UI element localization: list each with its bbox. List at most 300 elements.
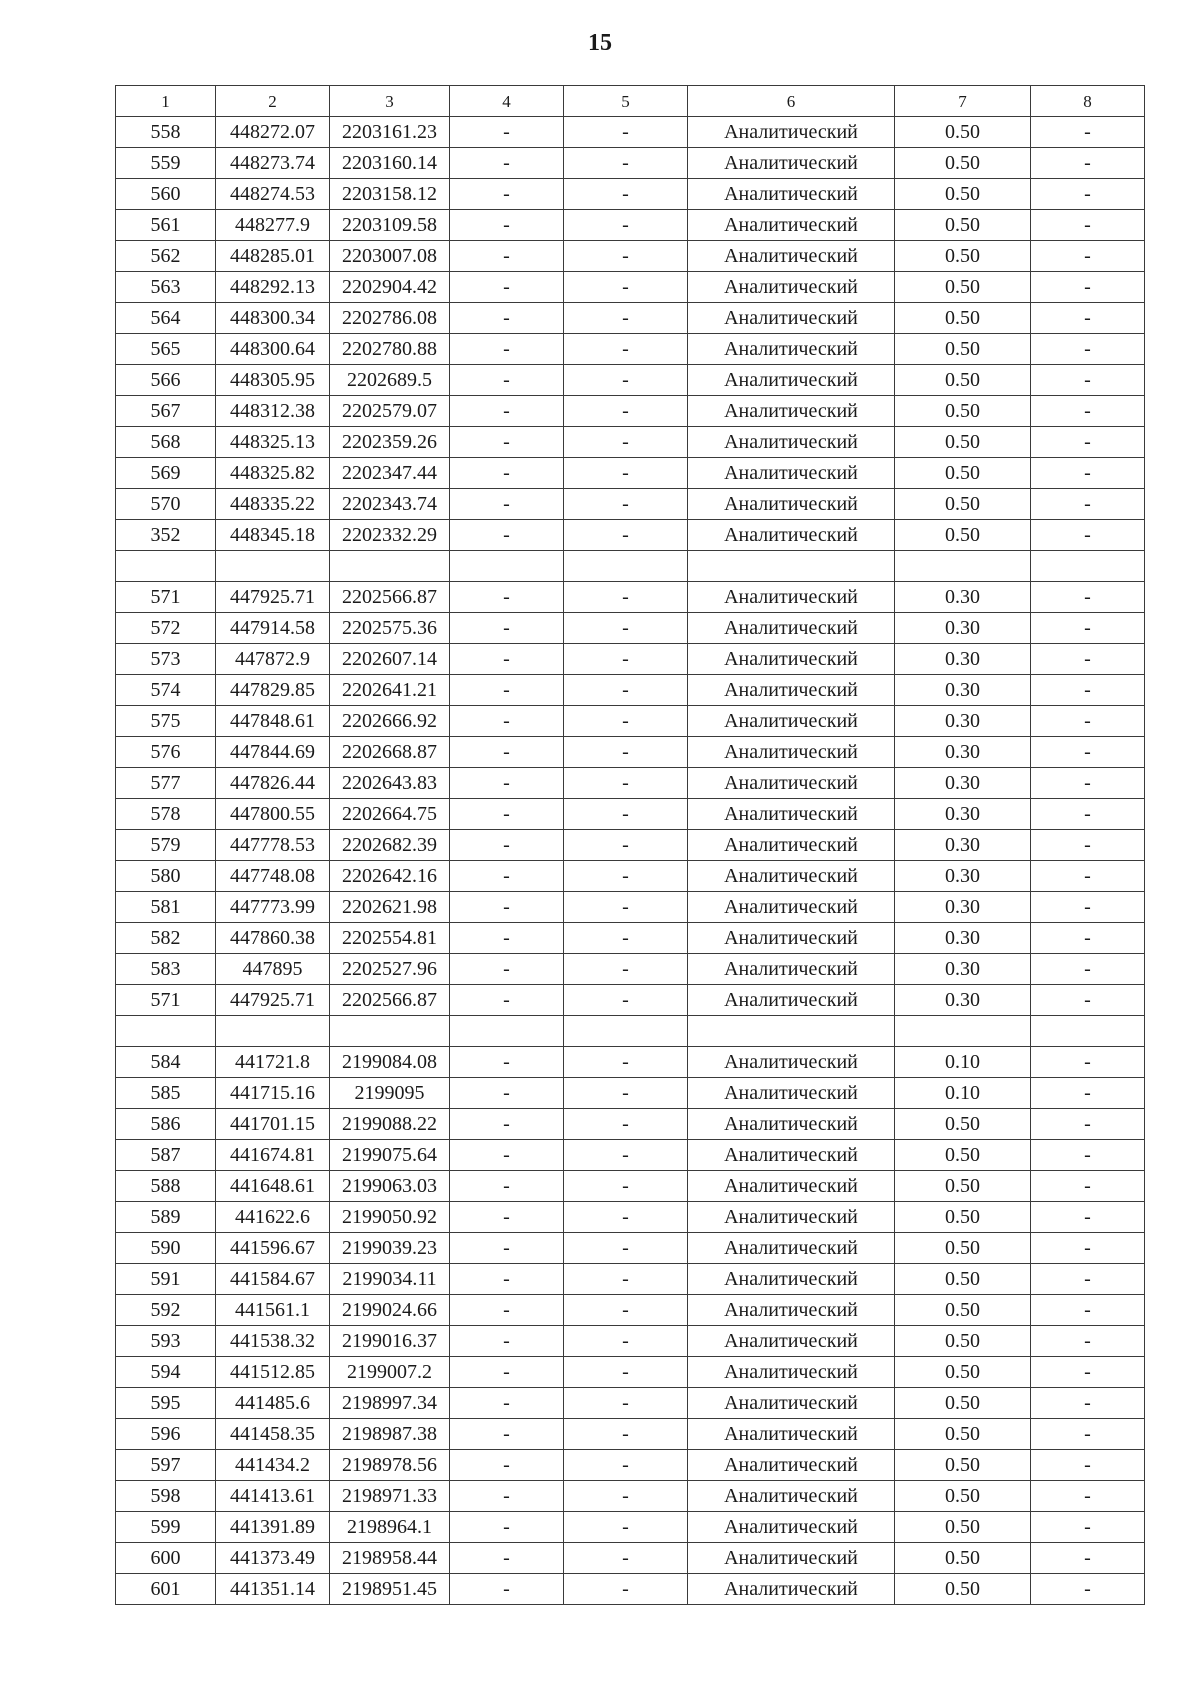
table-cell: 585 <box>116 1078 216 1109</box>
table-cell: - <box>564 365 688 396</box>
table-cell: 566 <box>116 365 216 396</box>
table-cell: - <box>1031 520 1145 551</box>
table-cell: 579 <box>116 830 216 861</box>
table-cell: - <box>564 396 688 427</box>
table-cell: 0.50 <box>895 179 1031 210</box>
table-cell: 574 <box>116 675 216 706</box>
table-row <box>116 1202 1145 1233</box>
page-number: 15 <box>588 30 612 56</box>
table-cell: 571 <box>116 985 216 1016</box>
table-cell: 2202332.29 <box>330 520 450 551</box>
column-header: 5 <box>564 86 688 117</box>
table-cell <box>330 1016 450 1047</box>
table-cell: Аналитический <box>688 644 895 675</box>
table-cell: - <box>1031 1388 1145 1419</box>
table-cell: 587 <box>116 1140 216 1171</box>
table-cell: 447778.53 <box>216 830 330 861</box>
table-cell: - <box>1031 892 1145 923</box>
table-cell: 0.50 <box>895 241 1031 272</box>
table-cell: 2199034.11 <box>330 1264 450 1295</box>
table-row <box>116 1450 1145 1481</box>
table-cell: 2202780.88 <box>330 334 450 365</box>
table-cell <box>688 1016 895 1047</box>
table-cell: - <box>450 768 564 799</box>
table-cell: 448292.13 <box>216 272 330 303</box>
table-cell: 2202643.83 <box>330 768 450 799</box>
table-cell: 448312.38 <box>216 396 330 427</box>
table-cell: - <box>1031 644 1145 675</box>
table-cell: - <box>450 1419 564 1450</box>
table-cell <box>216 551 330 582</box>
table-cell: - <box>450 1357 564 1388</box>
table-cell: Аналитический <box>688 1047 895 1078</box>
table-cell <box>1031 551 1145 582</box>
table-cell: - <box>450 613 564 644</box>
table-cell: - <box>564 334 688 365</box>
table-cell: 0.50 <box>895 210 1031 241</box>
table-cell: - <box>450 1109 564 1140</box>
table-cell: 0.50 <box>895 117 1031 148</box>
table-cell: 577 <box>116 768 216 799</box>
table-row <box>116 1357 1145 1388</box>
table-cell: 558 <box>116 117 216 148</box>
table-cell: - <box>1031 1109 1145 1140</box>
table-cell: 0.50 <box>895 1264 1031 1295</box>
table-row <box>116 954 1145 985</box>
table-cell: 2203161.23 <box>330 117 450 148</box>
table-cell: 0.30 <box>895 768 1031 799</box>
table-cell: 441391.89 <box>216 1512 330 1543</box>
table-cell: - <box>564 1078 688 1109</box>
table-cell: - <box>564 458 688 489</box>
table-cell: Аналитический <box>688 706 895 737</box>
table-cell: 0.50 <box>895 1574 1031 1605</box>
table-cell: - <box>564 1419 688 1450</box>
table-cell: 448273.74 <box>216 148 330 179</box>
table-cell: 447800.55 <box>216 799 330 830</box>
table-cell: - <box>564 861 688 892</box>
table-cell: 600 <box>116 1543 216 1574</box>
table-cell: - <box>450 1450 564 1481</box>
table-cell: 441413.61 <box>216 1481 330 1512</box>
table-cell: Аналитический <box>688 1171 895 1202</box>
table-cell: - <box>564 613 688 644</box>
table-cell: Аналитический <box>688 396 895 427</box>
table-cell: 564 <box>116 303 216 334</box>
table-cell: - <box>564 1450 688 1481</box>
table-cell: 595 <box>116 1388 216 1419</box>
column-header: 6 <box>688 86 895 117</box>
table-row <box>116 1047 1145 1078</box>
table-cell: - <box>564 1047 688 1078</box>
table-cell: - <box>450 861 564 892</box>
table-cell: 0.50 <box>895 334 1031 365</box>
table-cell: 447748.08 <box>216 861 330 892</box>
table-cell: - <box>564 1109 688 1140</box>
table-cell: 447914.58 <box>216 613 330 644</box>
table-cell: - <box>1031 799 1145 830</box>
table-cell: - <box>450 241 564 272</box>
table-cell: - <box>450 582 564 613</box>
table-cell: 2199050.92 <box>330 1202 450 1233</box>
table-cell: 0.30 <box>895 861 1031 892</box>
table-cell: 441538.32 <box>216 1326 330 1357</box>
table-cell: 2202343.74 <box>330 489 450 520</box>
table-cell: - <box>564 830 688 861</box>
table-cell: - <box>564 1574 688 1605</box>
table-cell: - <box>450 1171 564 1202</box>
table-cell: - <box>564 1140 688 1171</box>
table-cell: - <box>1031 179 1145 210</box>
table-row <box>116 303 1145 334</box>
table-cell: - <box>450 179 564 210</box>
table-cell: Аналитический <box>688 179 895 210</box>
table-cell: 0.50 <box>895 1419 1031 1450</box>
table-cell: - <box>1031 768 1145 799</box>
table-cell: 2202664.75 <box>330 799 450 830</box>
table-cell: - <box>564 427 688 458</box>
table-cell: 441458.35 <box>216 1419 330 1450</box>
table-cell: Аналитический <box>688 768 895 799</box>
table-cell: 0.30 <box>895 830 1031 861</box>
table-row <box>116 1326 1145 1357</box>
table-cell: - <box>450 706 564 737</box>
table-cell: 0.50 <box>895 272 1031 303</box>
table-cell: 591 <box>116 1264 216 1295</box>
table-cell: 2199088.22 <box>330 1109 450 1140</box>
table-cell: 447860.38 <box>216 923 330 954</box>
table-cell: Аналитический <box>688 1233 895 1264</box>
table-row <box>116 861 1145 892</box>
table-cell: - <box>1031 1078 1145 1109</box>
table-row <box>116 1078 1145 1109</box>
table-cell: Аналитический <box>688 272 895 303</box>
table-cell <box>564 551 688 582</box>
table-cell: 2199063.03 <box>330 1171 450 1202</box>
table-cell: - <box>450 1481 564 1512</box>
table-cell: Аналитический <box>688 458 895 489</box>
table-cell: - <box>450 675 564 706</box>
table-cell: 447925.71 <box>216 985 330 1016</box>
table-cell: - <box>450 303 564 334</box>
table-cell: 2198978.56 <box>330 1450 450 1481</box>
table-cell: - <box>1031 1047 1145 1078</box>
table-cell: 2203158.12 <box>330 179 450 210</box>
table-cell: Аналитический <box>688 861 895 892</box>
table-cell: 0.50 <box>895 1171 1031 1202</box>
table-row <box>116 1264 1145 1295</box>
table-cell: 576 <box>116 737 216 768</box>
table-cell: 0.50 <box>895 396 1031 427</box>
table-cell <box>116 1016 216 1047</box>
table-cell: - <box>1031 1481 1145 1512</box>
table-cell: 584 <box>116 1047 216 1078</box>
table-cell: 563 <box>116 272 216 303</box>
table-cell: 2202554.81 <box>330 923 450 954</box>
table-cell: 441622.6 <box>216 1202 330 1233</box>
table-cell: 2203160.14 <box>330 148 450 179</box>
table-row <box>116 706 1145 737</box>
table-cell: - <box>450 985 564 1016</box>
table-cell: - <box>564 272 688 303</box>
table-cell: 441351.14 <box>216 1574 330 1605</box>
table-cell: - <box>564 1326 688 1357</box>
table-cell: 0.50 <box>895 520 1031 551</box>
table-row <box>116 1481 1145 1512</box>
table-cell: - <box>450 1233 564 1264</box>
table-cell: - <box>450 1574 564 1605</box>
table-cell: 601 <box>116 1574 216 1605</box>
table-cell: Аналитический <box>688 1078 895 1109</box>
table-cell: 0.50 <box>895 489 1031 520</box>
table-cell: - <box>564 1295 688 1326</box>
table-cell: 565 <box>116 334 216 365</box>
table-cell: - <box>450 117 564 148</box>
table-cell: 0.50 <box>895 427 1031 458</box>
table-cell: 560 <box>116 179 216 210</box>
table-cell: 583 <box>116 954 216 985</box>
table-row <box>116 985 1145 1016</box>
table-row <box>116 334 1145 365</box>
table-row <box>116 1140 1145 1171</box>
table-cell: - <box>1031 489 1145 520</box>
table-cell: Аналитический <box>688 1419 895 1450</box>
table-cell <box>1031 1016 1145 1047</box>
table-cell: - <box>450 1140 564 1171</box>
table-cell: 2199095 <box>330 1078 450 1109</box>
table-cell: - <box>1031 1233 1145 1264</box>
table-cell: 448325.82 <box>216 458 330 489</box>
table-cell: 441715.16 <box>216 1078 330 1109</box>
table-cell: 448277.9 <box>216 210 330 241</box>
table-cell: 0.50 <box>895 1326 1031 1357</box>
table-cell: 2202527.96 <box>330 954 450 985</box>
table-row <box>116 1574 1145 1605</box>
table-cell: - <box>450 799 564 830</box>
table-cell: 599 <box>116 1512 216 1543</box>
table-cell: 0.50 <box>895 1140 1031 1171</box>
table-cell: 0.30 <box>895 954 1031 985</box>
table-cell: 441373.49 <box>216 1543 330 1574</box>
table-row <box>116 1512 1145 1543</box>
table-cell: 447829.85 <box>216 675 330 706</box>
table-cell: - <box>450 334 564 365</box>
table-cell: - <box>1031 365 1145 396</box>
table-cell: 0.50 <box>895 1388 1031 1419</box>
table-cell: - <box>564 706 688 737</box>
table-row <box>116 396 1145 427</box>
table-cell: - <box>450 1543 564 1574</box>
table-cell: Аналитический <box>688 1512 895 1543</box>
table-cell: - <box>564 148 688 179</box>
table-cell: - <box>450 1202 564 1233</box>
table-cell: 441561.1 <box>216 1295 330 1326</box>
table-row <box>116 1295 1145 1326</box>
table-cell: 448272.07 <box>216 117 330 148</box>
table-cell: - <box>450 427 564 458</box>
table-cell: - <box>1031 334 1145 365</box>
table-cell: 2202689.5 <box>330 365 450 396</box>
table-cell: 441674.81 <box>216 1140 330 1171</box>
table-row <box>116 1171 1145 1202</box>
table-cell <box>895 1016 1031 1047</box>
table-cell: 0.50 <box>895 1481 1031 1512</box>
table-cell: 447844.69 <box>216 737 330 768</box>
table-cell: - <box>564 241 688 272</box>
table-cell: - <box>450 1512 564 1543</box>
table-cell: 2199039.23 <box>330 1233 450 1264</box>
table-cell: 0.30 <box>895 892 1031 923</box>
table-cell: - <box>1031 117 1145 148</box>
table-cell: - <box>450 210 564 241</box>
table-cell: Аналитический <box>688 1574 895 1605</box>
column-header: 1 <box>116 86 216 117</box>
table-cell: Аналитический <box>688 613 895 644</box>
table-cell: Аналитический <box>688 148 895 179</box>
table-row <box>116 644 1145 675</box>
table-cell: - <box>564 892 688 923</box>
table-cell: 448285.01 <box>216 241 330 272</box>
table-cell: 2198971.33 <box>330 1481 450 1512</box>
table-cell: 593 <box>116 1326 216 1357</box>
table-cell: Аналитический <box>688 1264 895 1295</box>
table-cell: - <box>564 644 688 675</box>
table-cell: 588 <box>116 1171 216 1202</box>
table-row <box>116 489 1145 520</box>
table-cell: - <box>564 768 688 799</box>
table-cell: - <box>564 675 688 706</box>
table-cell: - <box>1031 303 1145 334</box>
table-cell: - <box>450 458 564 489</box>
table-cell: Аналитический <box>688 923 895 954</box>
table-cell: Аналитический <box>688 365 895 396</box>
table-cell: Аналитический <box>688 675 895 706</box>
table-cell: 2202666.92 <box>330 706 450 737</box>
table-body <box>116 117 1145 1605</box>
table-cell: - <box>450 923 564 954</box>
table-cell: - <box>1031 737 1145 768</box>
table-cell: - <box>1031 954 1145 985</box>
table-cell: 441596.67 <box>216 1233 330 1264</box>
table-cell: 570 <box>116 489 216 520</box>
table-row <box>116 1109 1145 1140</box>
table-cell: - <box>1031 1326 1145 1357</box>
table-row <box>116 1543 1145 1574</box>
table-cell: Аналитический <box>688 830 895 861</box>
table-cell: - <box>450 737 564 768</box>
table-cell: Аналитический <box>688 892 895 923</box>
column-header: 4 <box>450 86 564 117</box>
table-row <box>116 1388 1145 1419</box>
table-cell: Аналитический <box>688 1295 895 1326</box>
table-cell: 0.30 <box>895 985 1031 1016</box>
table-cell: Аналитический <box>688 117 895 148</box>
table-cell: - <box>450 644 564 675</box>
table-cell: - <box>450 1264 564 1295</box>
table-cell: Аналитический <box>688 427 895 458</box>
table-row <box>116 582 1145 613</box>
table-cell: - <box>450 396 564 427</box>
table-cell: 448300.34 <box>216 303 330 334</box>
table-cell: - <box>1031 830 1145 861</box>
table-cell: 2198951.45 <box>330 1574 450 1605</box>
table-cell: 448300.64 <box>216 334 330 365</box>
table-cell: - <box>564 1543 688 1574</box>
column-header: 8 <box>1031 86 1145 117</box>
table-cell: 0.50 <box>895 1233 1031 1264</box>
table-cell: 0.30 <box>895 644 1031 675</box>
table-cell: - <box>1031 1543 1145 1574</box>
table-cell: 581 <box>116 892 216 923</box>
table-cell <box>116 551 216 582</box>
table-cell: - <box>1031 210 1145 241</box>
table-cell: - <box>1031 923 1145 954</box>
table-row <box>116 768 1145 799</box>
table-cell: 569 <box>116 458 216 489</box>
table-cell: 2202641.21 <box>330 675 450 706</box>
table-cell: Аналитический <box>688 241 895 272</box>
table-row <box>116 737 1145 768</box>
table-cell: 441584.67 <box>216 1264 330 1295</box>
table-cell: 2202607.14 <box>330 644 450 675</box>
table-cell: - <box>564 1171 688 1202</box>
table-cell: Аналитический <box>688 1481 895 1512</box>
table-cell: 2199016.37 <box>330 1326 450 1357</box>
table-cell: 2199024.66 <box>330 1295 450 1326</box>
table-cell <box>450 1016 564 1047</box>
table-cell: 447826.44 <box>216 768 330 799</box>
table-cell: 567 <box>116 396 216 427</box>
table-cell: 578 <box>116 799 216 830</box>
table-cell: - <box>564 489 688 520</box>
table-cell: 2199075.64 <box>330 1140 450 1171</box>
table-cell: - <box>450 1295 564 1326</box>
table-cell: 0.10 <box>895 1078 1031 1109</box>
table-cell: 592 <box>116 1295 216 1326</box>
table-cell: 2202642.16 <box>330 861 450 892</box>
table-cell: Аналитический <box>688 303 895 334</box>
table-cell: 441434.2 <box>216 1450 330 1481</box>
table-cell: 0.30 <box>895 613 1031 644</box>
table-cell: - <box>1031 985 1145 1016</box>
table-cell: 2202621.98 <box>330 892 450 923</box>
table-cell: 2198987.38 <box>330 1419 450 1450</box>
table-cell: - <box>564 985 688 1016</box>
table-cell: 568 <box>116 427 216 458</box>
table-cell: Аналитический <box>688 1543 895 1574</box>
table-cell: Аналитический <box>688 1388 895 1419</box>
table-cell: 597 <box>116 1450 216 1481</box>
table-cell: 0.50 <box>895 1512 1031 1543</box>
table-cell: - <box>564 1481 688 1512</box>
table-cell: - <box>1031 241 1145 272</box>
table-cell: 2202786.08 <box>330 303 450 334</box>
table-cell: 571 <box>116 582 216 613</box>
table-cell: - <box>1031 861 1145 892</box>
table-row <box>116 427 1145 458</box>
table-cell: - <box>564 799 688 830</box>
table-row <box>116 241 1145 272</box>
table-separator-row <box>116 551 1145 582</box>
table-cell <box>564 1016 688 1047</box>
table-row <box>116 923 1145 954</box>
table-cell: 582 <box>116 923 216 954</box>
table-cell: - <box>564 1264 688 1295</box>
table-cell: 447848.61 <box>216 706 330 737</box>
table-cell: 589 <box>116 1202 216 1233</box>
table-cell: 0.30 <box>895 706 1031 737</box>
table-cell: 0.50 <box>895 1357 1031 1388</box>
